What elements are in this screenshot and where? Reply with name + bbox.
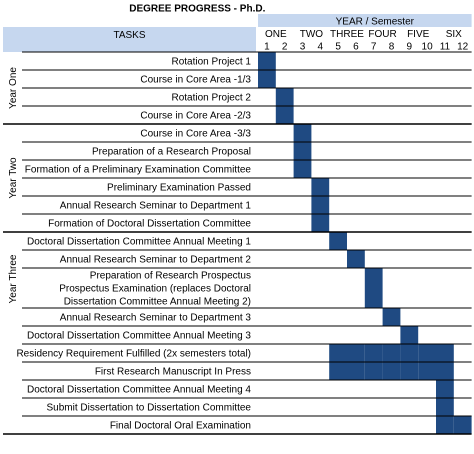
task-label: Course in Core Area -1/3 [140,74,251,86]
filled-cell [436,344,454,362]
filled-cell [294,160,312,178]
filled-cell [383,308,401,326]
task-label: Final Doctoral Oral Examination [109,420,251,432]
task-label: Annual Research Seminar to Department 2 [59,254,251,266]
task-label: Formation of Doctoral Dissertation Committee [48,218,251,230]
year-label: ONE [264,29,287,40]
year-label: TWO [299,29,324,40]
year-label: THREE [330,29,364,40]
filled-cell [311,178,329,196]
filled-cell [383,344,401,362]
semester-label: 10 [421,41,433,53]
filled-cell [400,344,418,362]
task-label: Rotation Project 2 [171,92,251,104]
filled-cell [436,380,454,398]
filled-cell [383,362,401,380]
year-label: SIX [445,29,462,40]
filled-cell [436,398,454,416]
page-title: DEGREE PROGRESS - Ph.D. [129,3,266,15]
semester-label: 5 [335,41,341,53]
filled-cell [294,124,312,142]
task-label: Course in Core Area -2/3 [140,110,251,122]
semester-label: 12 [457,41,469,53]
semester-label: 2 [281,41,288,53]
group-label: Year Two [8,157,19,199]
semester-label: 7 [370,41,377,53]
filled-cell [311,214,329,232]
year-semester-header: YEAR / Semester [335,16,414,28]
task-label: First Research Manuscript In Press [94,366,251,378]
semester-label: 8 [388,41,395,53]
semester-label: 11 [439,41,451,53]
task-label: Residency Requirement Fulfilled (2x semesters total) [16,348,251,360]
filled-cell [276,88,294,106]
task-label: Formation of a Preliminary Examination Committee [24,164,251,176]
year-label: FOUR [368,29,397,40]
task-label: Course in Core Area -3/3 [140,128,251,140]
filled-cell [258,52,276,70]
task-label: Annual Research Seminar to Department 1 [59,200,251,212]
filled-cell [418,362,436,380]
semester-label: 3 [299,41,306,53]
filled-cell [400,362,418,380]
task-label: Rotation Project 1 [171,56,251,68]
filled-cell [436,416,454,434]
semester-label: 6 [353,41,359,53]
filled-cell [347,344,365,362]
task-label: Doctoral Dissertation Committee Annual Meeting 1 [27,236,251,248]
task-label: Preparation of a Research Proposal [92,146,251,158]
task-label: Doctoral Dissertation Committee Annual Meeting 3 [27,330,251,342]
tasks-header: TASKS [113,30,146,41]
task-label: Preparation of Research Prospectus Prospectus Examination (replaces Doctoral Dissertation Committee Annual Meeting 2) [59,270,251,308]
task-label: Preliminary Examination Passed [107,182,251,194]
filled-cell [329,362,347,380]
semester-label: 1 [264,41,270,53]
task-label: Doctoral Dissertation Committee Annual Meeting 4 [27,384,251,396]
task-label: Annual Research Seminar to Department 3 [59,312,251,324]
filled-cell [294,142,312,160]
group-label: Year Three [8,254,19,304]
filled-cell [276,106,294,124]
filled-cell [329,232,347,250]
filled-cell [258,70,276,88]
filled-cell [365,344,383,362]
filled-cell [365,268,383,308]
filled-cell [400,326,418,344]
filled-cell [454,416,472,434]
semester-label: 4 [317,41,324,53]
year-label: FIVE [407,29,430,40]
filled-cell [311,196,329,214]
semester-label: 9 [406,41,413,53]
filled-cell [418,344,436,362]
group-label: Year One [8,67,19,109]
filled-cell [329,344,347,362]
filled-cell [347,250,365,268]
filled-cell [436,362,454,380]
task-label: Submit Dissertation to Dissertation Committee [46,402,251,414]
filled-cell [347,362,365,380]
filled-cell [365,362,383,380]
